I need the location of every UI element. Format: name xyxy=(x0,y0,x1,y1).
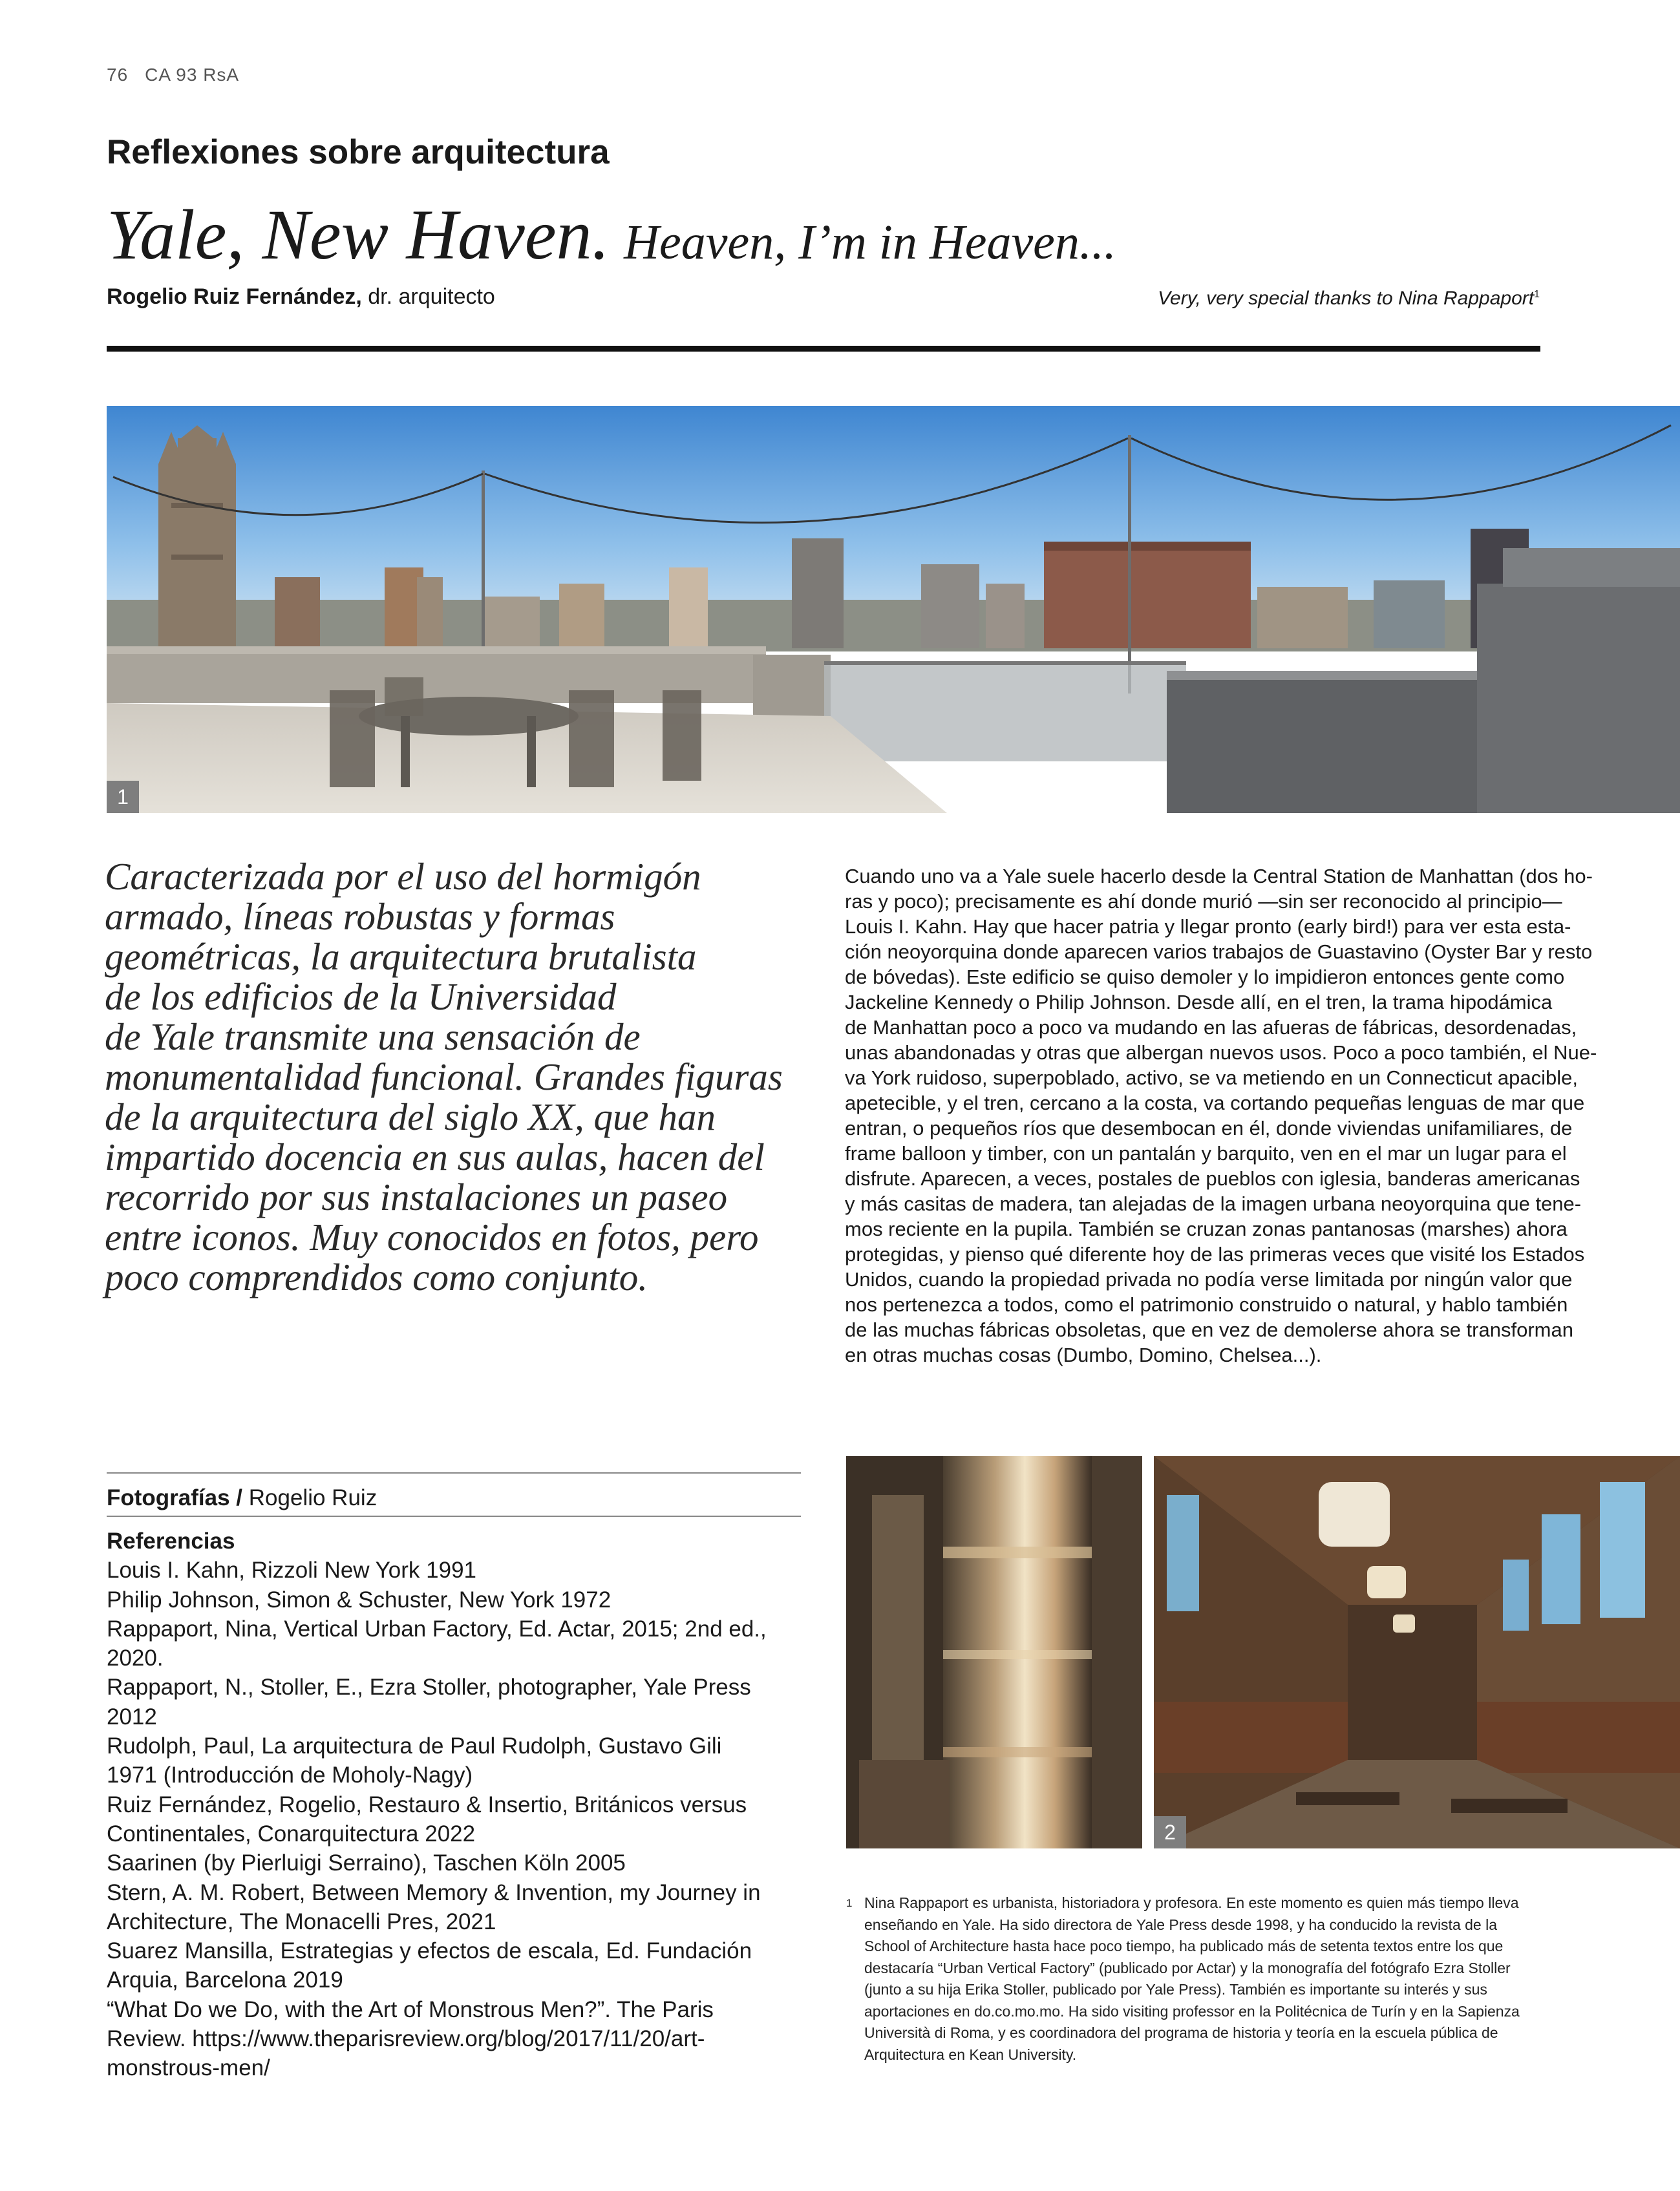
author-role: dr. arquitecto xyxy=(368,284,495,309)
lead-line: de la arquitectura del siglo XX, que han xyxy=(105,1096,716,1138)
footnote xyxy=(846,1892,1551,2066)
reference-line: Suarez Mansilla, Estrategias y efectos de escala, Ed. Fundación xyxy=(107,1938,752,1964)
reference-line: 2012 xyxy=(107,1704,157,1730)
reference-line: Architecture, The Monacelli Pres, 2021 xyxy=(107,1909,496,1934)
photo-credits xyxy=(107,1485,377,1511)
body-line: entran, o pequeños ríos que desembocan en él, donde viviendas unifamiliares, de xyxy=(845,1117,1573,1139)
reference-line: Continentales, Conarquitectura 2022 xyxy=(107,1821,476,1847)
footnote-line: Nina Rappaport es urbanista, historiadora y profesora. En este momento es quien más tiempo lleva xyxy=(864,1894,1519,1911)
references-list xyxy=(107,1527,818,2083)
body-line: apetecible, y el tren, cercano a la costa, va cortando pequeñas lenguas de mar que xyxy=(845,1092,1585,1114)
rooftop-panorama-illustration xyxy=(107,406,1680,813)
acknowledgement xyxy=(1158,288,1540,310)
body-line: mos reciente en la pupila. También se cruzan zonas pantanosas (marshes) ahora xyxy=(845,1218,1568,1240)
reference-line: “What Do we Do, with the Art of Monstrous Men?”. The Paris xyxy=(107,1996,714,2022)
reference-line: 1971 (Introducción de Moholy-Nagy) xyxy=(107,1762,473,1788)
lead-line: entre iconos. Muy conocidos en fotos, pero xyxy=(105,1216,759,1258)
section-title: Reflexiones sobre arquitectura xyxy=(107,133,610,171)
author-line xyxy=(107,284,495,310)
credits-name: Rogelio Ruiz xyxy=(248,1485,377,1510)
reference-line: Philip Johnson, Simon & Schuster, New York 1972 xyxy=(107,1587,611,1613)
folio xyxy=(107,65,239,85)
lead-line: Caracterizada por el uso del hormigón xyxy=(105,855,701,898)
reference-line: Rappaport, Nina, Vertical Urban Factory, Ed. Actar, 2015; 2nd ed., xyxy=(107,1616,767,1642)
reference-line: Ruiz Fernández, Rogelio, Restauro & Insertio, Británicos versus xyxy=(107,1792,747,1817)
header-rule xyxy=(107,346,1540,352)
footnote-line: destacaría “Urban Vertical Factory” (publicado por Actar) y la monografía del fotógrafo Ezra Stoller xyxy=(864,1959,1511,1976)
footnote-line: Arquitectura en Kean University. xyxy=(864,2046,1077,2063)
onyx-interior-illustration xyxy=(846,1456,1142,1848)
footnote-ref: 1 xyxy=(1534,289,1540,300)
thanks-text: Very, very special thanks to Nina Rappaport xyxy=(1158,288,1535,309)
lead-line: de Yale transmite una sensación de xyxy=(105,1015,641,1058)
footnote-line: School of Architecture hasta hace poco tiempo, ha publicado más de setenta textos entre los que xyxy=(864,1938,1504,1954)
footnote-line: enseñando en Yale. Ha sido directora de Yale Press desde 1998, y ha conducido la revista de la xyxy=(864,1916,1498,1933)
reference-line: Saarinen (by Pierluigi Serraino), Taschen Köln 2005 xyxy=(107,1850,626,1876)
lead-paragraph xyxy=(105,856,816,1297)
body-line: de bóvedas). Este edificio se quiso demoler y lo impidieron entonces gente como xyxy=(845,966,1565,988)
body-line: nos pertenezca a todos, como el patrimonio construido o natural, y hablo también xyxy=(845,1293,1568,1316)
footnote-line: (junto a su hija Erika Stoller, publicado por Yale Press). También es importante su interés y sus xyxy=(864,1981,1487,1998)
lead-line: armado, líneas robustas y formas xyxy=(105,895,615,938)
reference-line: Rappaport, N., Stoller, E., Ezra Stoller, photographer, Yale Press xyxy=(107,1675,751,1700)
lead-line: geométricas, la arquitectura brutalista xyxy=(105,935,697,978)
lead-line: recorrido por sus instalaciones un paseo xyxy=(105,1176,728,1218)
credits-top-rule xyxy=(107,1472,801,1474)
reference-line: Stern, A. M. Robert, Between Memory & Invention, my Journey in xyxy=(107,1879,761,1905)
body-line: de las muchas fábricas obsoletas, que en vez de demolerse ahora se transforman xyxy=(845,1318,1573,1341)
page-number: 76 xyxy=(107,65,129,85)
body-line: de Manhattan poco a poco va mudando en las afueras de fábricas, desordenadas, xyxy=(845,1016,1577,1039)
body-line: unas abandonadas y otras que albergan nuevos usos. Poco a poco también, el Nue- xyxy=(845,1041,1597,1064)
journal-name: CA 93 RsA xyxy=(145,65,240,85)
lead-line: poco comprendidos como conjunto. xyxy=(105,1256,648,1298)
credits-label: Fotografías / xyxy=(107,1485,243,1510)
figure-1-label: 1 xyxy=(107,781,139,813)
credits-bottom-rule xyxy=(107,1516,801,1517)
reference-line: Louis I. Kahn, Rizzoli New York 1991 xyxy=(107,1558,476,1583)
body-line: ras y poco); precisamente es ahí donde murió —sin ser reconocido al principio— xyxy=(845,890,1562,913)
body-line: Cuando uno va a Yale suele hacerlo desde la Central Station de Manhattan (dos ho- xyxy=(845,865,1593,887)
references-heading: Referencias xyxy=(107,1529,235,1554)
reference-line: 2020. xyxy=(107,1646,164,1671)
title-sub: Heaven, I’m in Heaven... xyxy=(624,215,1116,270)
body-line: disfrute. Aparecen, a veces, postales de pueblos con iglesia, banderas americanas xyxy=(845,1167,1580,1190)
lead-line: impartido docencia en sus aulas, hacen del xyxy=(105,1136,765,1178)
body-line: Jackeline Kennedy o Philip Johnson. Desde allí, en el tren, la trama hipodámica xyxy=(845,991,1553,1013)
title-main: Yale, New Haven. xyxy=(107,195,610,274)
library-hall-illustration xyxy=(1154,1456,1680,1848)
rooftop-panorama-photo xyxy=(107,406,1680,813)
body-line: ción neoyorquina donde aparecen varios trabajos de Guastavino (Oyster Bar y resto xyxy=(845,940,1593,963)
footnote-line: Università di Roma, y es coordinadora del programa de historia y teoría en la escuela pública de xyxy=(864,2024,1498,2041)
reference-line: Review. https://www.theparisreview.org/blog/2017/11/20/art- xyxy=(107,2026,705,2052)
body-line: frame balloon y timber, con un pantalán y barquito, ven en el mar un lugar para el xyxy=(845,1142,1567,1165)
footnote-line: aportaciones en do.co.mo.mo. Ha sido visiting professor en la Politécnica de Turín y en la Sapienza xyxy=(864,2002,1520,2020)
reference-line: Rudolph, Paul, La arquitectura de Paul Rudolph, Gustavo Gili xyxy=(107,1733,722,1759)
body-text xyxy=(845,863,1597,1368)
library-onyx-photo xyxy=(846,1456,1142,1848)
body-line: en otras muchas cosas (Dumbo, Domino, Chelsea...). xyxy=(845,1344,1322,1366)
figure-2-label: 2 xyxy=(1154,1816,1186,1848)
footnote-number: 1 xyxy=(846,1897,853,1909)
lead-line: monumentalidad funcional. Grandes figuras xyxy=(105,1055,783,1098)
reference-line: monstrous-men/ xyxy=(107,2055,270,2081)
library-hall-photo xyxy=(1154,1456,1680,1848)
article-title xyxy=(107,194,1116,276)
body-line: Louis I. Kahn. Hay que hacer patria y llegar pronto (early bird!) para ver esta esta- xyxy=(845,915,1571,938)
lead-line: de los edificios de la Universidad xyxy=(105,975,617,1018)
body-line: protegidas, y pienso qué diferente hoy de las primeras veces que visité los Estados xyxy=(845,1243,1585,1265)
body-line: va York ruidoso, superpoblado, activo, se va metiendo en un Connecticut apacible, xyxy=(845,1066,1578,1089)
body-line: y más casitas de madera, tan alejadas de la imagen urbana neoyorquina que tene- xyxy=(845,1192,1582,1215)
author-name: Rogelio Ruiz Fernández, xyxy=(107,284,362,309)
body-line: Unidos, cuando la propiedad privada no podía verse limitada por ningún valor que xyxy=(845,1268,1573,1291)
reference-line: Arquia, Barcelona 2019 xyxy=(107,1967,343,1993)
